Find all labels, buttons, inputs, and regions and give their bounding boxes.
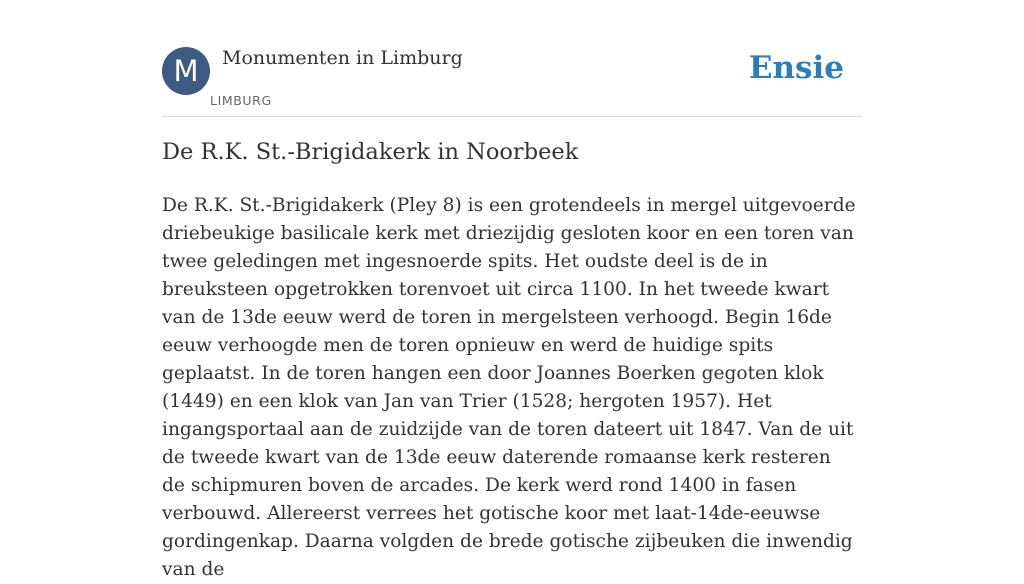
article-title: De R.K. St.-Brigidakerk in Noorbeek — [162, 139, 579, 165]
book-title-link[interactable]: Monumenten in Limburg — [222, 47, 463, 69]
article-body: De R.K. St.-Brigidakerk (Pley 8) is een grotendeels in mergel uitgevoerde driebeukige basilicale kerk met driezijdig gesloten koor en een toren van twee geledingen met ingesnoerde spits. Het oudste deel is de in breuksteen opgetrokken torenvoet uit circa 1100. In het tweede kwart van de 13de eeuw werd de toren in mergelsteen verhoogd. Begin 16de eeuw verhoogde men de toren opnieuw en werd de huidige spits geplaatst. In de toren hangen een door Joannes Boerken gegoten klok (1449) en een klok van Jan van Trier (1528; hergoten 1957). Het ingangsportaal aan de zuidzijde van de toren dateert uit 1847. Van de uit de tweede kwart van de 13de eeuw daterende romaanse kerk resteren de schipmuren boven de arcades. De kerk werd rond 1400 in fasen verbouwd. Allereerst verrees het gotische koor met laat-14de-eeuwse gordingenkap. Daarna volgden de brede gotische zijbeuken die inwendig van de — [162, 195, 856, 580]
page-header — [162, 46, 862, 117]
avatar[interactable]: M — [162, 47, 210, 95]
brand-logo[interactable]: Ensie — [748, 50, 844, 86]
category-link[interactable]: LIMBURG — [210, 93, 272, 108]
